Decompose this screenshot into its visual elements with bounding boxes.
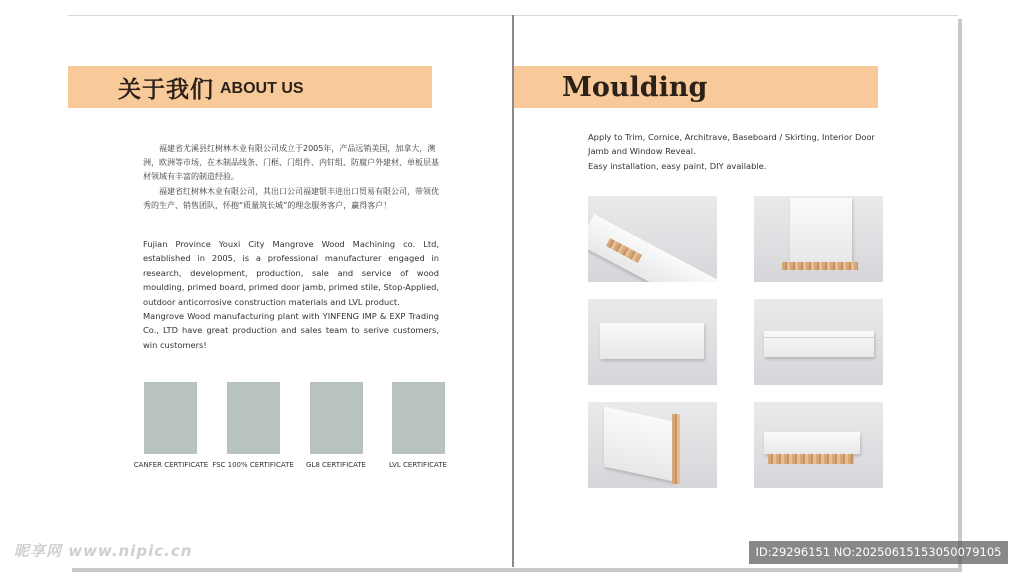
moulding-board [600,323,704,359]
about-us-banner [68,66,432,108]
company-intro-cn-2: 福建省红树林木业有限公司，其出口公司福建银丰进出口贸易有限公司，带领优秀的生产、销售团队，怀抱“质量筑长城”的理念服务客户，赢得客户！ [143,187,439,210]
wood-core [672,414,680,484]
moulding-intro-line: Easy installation, easy paint, DIY available. [588,160,767,171]
moulding-board [604,407,674,482]
certificate-image [310,382,363,454]
certificate-label: LVL CERTIFICATE [389,461,447,469]
company-intro-cn-1: 福建省尤溪县红树林木业有限公司成立于2005年，产品远销美国，加拿大，澳洲，欧洲等市场，在木制品线条、门框、门组件、内钉组、防腐户外建材、单板层基材领域有丰富的制造经验。 [143,144,439,181]
moulding-photo [588,196,717,282]
moulding-intro-line: Apply to Trim, Cornice, Architrave, Baseboard / Skirting, Interior Door Jamb and Window Reveal. [588,132,875,157]
about-us-title-en: ABOUT US [220,80,304,97]
image-id-watermark: ID:29296151 NO:20250615153050079105 [749,541,1008,564]
certificate-image [144,382,197,454]
moulding-board [588,214,717,282]
moulding-photo [754,196,883,282]
moulding-photo [754,299,883,385]
certificate-image [227,382,280,454]
site-watermark: 昵享网 www.nipic.cn [14,542,193,560]
moulding-photo [754,402,883,488]
moulding-board [764,331,874,357]
moulding-title: Moulding [562,71,708,103]
moulding-board [764,432,860,454]
certificate-label: FSC 100% CERTIFICATE [212,461,294,469]
moulding-photo [588,402,717,488]
moulding-photo [588,299,717,385]
moulding-intro [588,130,888,173]
certificate-label: CANFER CERTIFICATE [133,461,209,469]
about-us-title-cn: 关于我们 [118,76,214,103]
wood-core [782,262,858,270]
company-intro-en-2: Mangrove Wood manufacturing plant with YINFENG IMP & EXP Trading Co., LTD have great production and sales team to serive customers, win customers! [143,311,439,350]
moulding-banner [514,66,878,108]
certificate-label: GL8 CERTIFICATE [306,461,366,469]
moulding-groove [764,337,874,338]
company-intro-en-1: Fujian Province Youxi City Mangrove Wood Machining co. Ltd, established in 2005, is a professional manufacturer engaged in research, development, production, sale and service of wood moulding, primed board, primed door jamb, primed stile, Stop-Applied, outdoor anticorrosive construction materials and LVL product. [143,239,439,307]
certificate-image [392,382,445,454]
wood-core [768,454,854,464]
moulding-board [790,198,852,262]
